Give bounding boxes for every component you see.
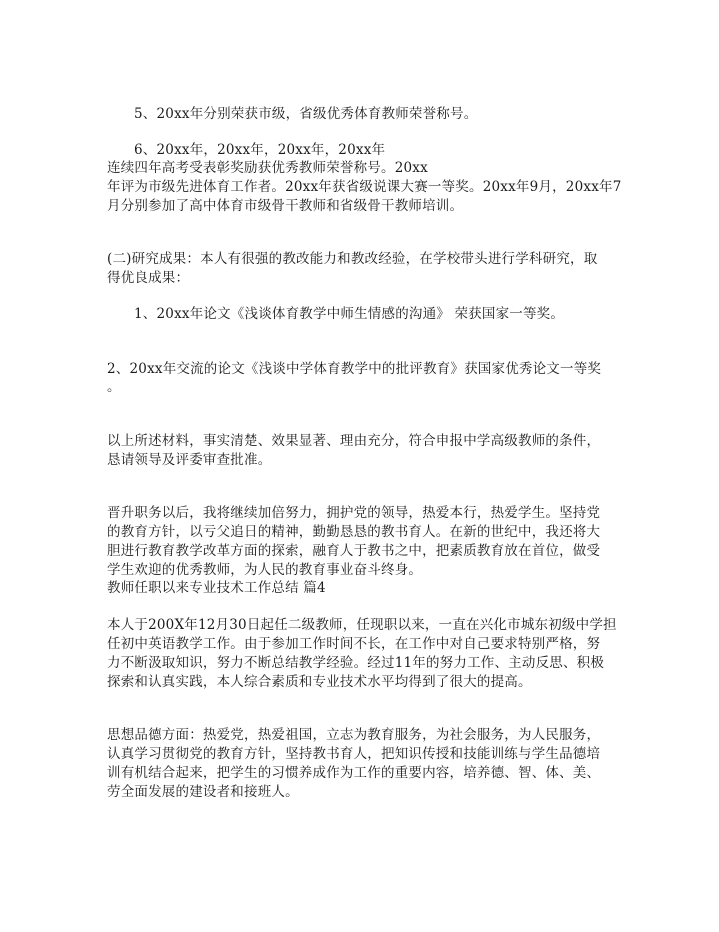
text-line: 任初中英语教学工作。由于参加工作时间不长，在工作中对自己要求特别严格，努 xyxy=(107,636,601,652)
text-line: 思想品德方面：热爱党，热爱祖国，立志为教育服务，为社会服务，为人民服务， xyxy=(107,727,601,743)
text-line: 以上所述材料，事实清楚、效果显著、理由充分，符合申报中学高级教师的条件， xyxy=(107,433,601,449)
text-line: 得优良成果： xyxy=(107,270,190,286)
text-line: 。 xyxy=(107,379,121,395)
text-line: 年评为市级先进体育工作者。20xx年获省级说课大赛一等奖。20xx年9月，20xx年7 xyxy=(107,179,622,195)
text-line: 力不断汲取知识，努力不断总结教学经验。经过11年的努力工作、主动反思、积极 xyxy=(107,655,605,671)
text-line: 2、20xx年交流的论文《浅谈中学体育教学中的批评教育》获国家优秀论文一等奖 xyxy=(107,361,602,377)
text-line: 5、20xx年分别荣获市级，省级优秀体育教师荣誉称号。 xyxy=(134,106,478,122)
section-heading: 教师任职以来专业技术工作总结 篇4 xyxy=(107,580,326,596)
text-line: 本人于200X年12月30日起任二级教师，任现职以来，一直在兴化市城东初级中学担 xyxy=(107,617,617,633)
text-line: 探索和认真实践，本人综合素质和专业技术水平均得到了很大的提高。 xyxy=(107,674,532,690)
text-line: (二)研究成果：本人有很强的教改能力和教改经验，在学校带头进行学科研究，取 xyxy=(107,251,598,267)
text-line: 训有机结合起来，把学生的习惯养成作为工作的重要内容，培养德、智、体、美、 xyxy=(107,765,601,781)
text-line: 学生欢迎的优秀教师，为人民的教育事业奋斗终身。 xyxy=(107,562,423,578)
text-line: 劳全面发展的建设者和接班人。 xyxy=(107,784,299,800)
text-line: 晋升职务以后，我将继续加倍努力，拥护党的领导，热爱本行，热爱学生。坚持党 xyxy=(107,505,601,521)
text-line: 恳请领导及评委审查批准。 xyxy=(107,452,272,468)
text-line: 月分别参加了高中体育市级骨干教师和省级骨干教师培训。 xyxy=(107,198,464,214)
text-line: 认真学习贯彻党的教育方针，坚持教书育人，把知识传授和技能训练与学生品德培 xyxy=(107,746,601,762)
text-line: 连续四年高考受表彰奖励获优秀教师荣誉称号。20xx xyxy=(107,160,428,176)
text-line: 1、20xx年论文《浅谈体育教学中师生情感的沟通》 荣获国家一等奖。 xyxy=(134,306,565,322)
text-line: 的教育方针，以亏父追日的精神，勤勤恳恳的教书育人。在新的世纪中，我还将大 xyxy=(107,524,601,540)
text-line: 胆进行教育教学改革方面的探索，融育人于教书之中，把素质教育放在首位，做受 xyxy=(107,543,601,559)
text-line: 6、20xx年，20xx年，20xx年，20xx年 xyxy=(134,142,386,158)
